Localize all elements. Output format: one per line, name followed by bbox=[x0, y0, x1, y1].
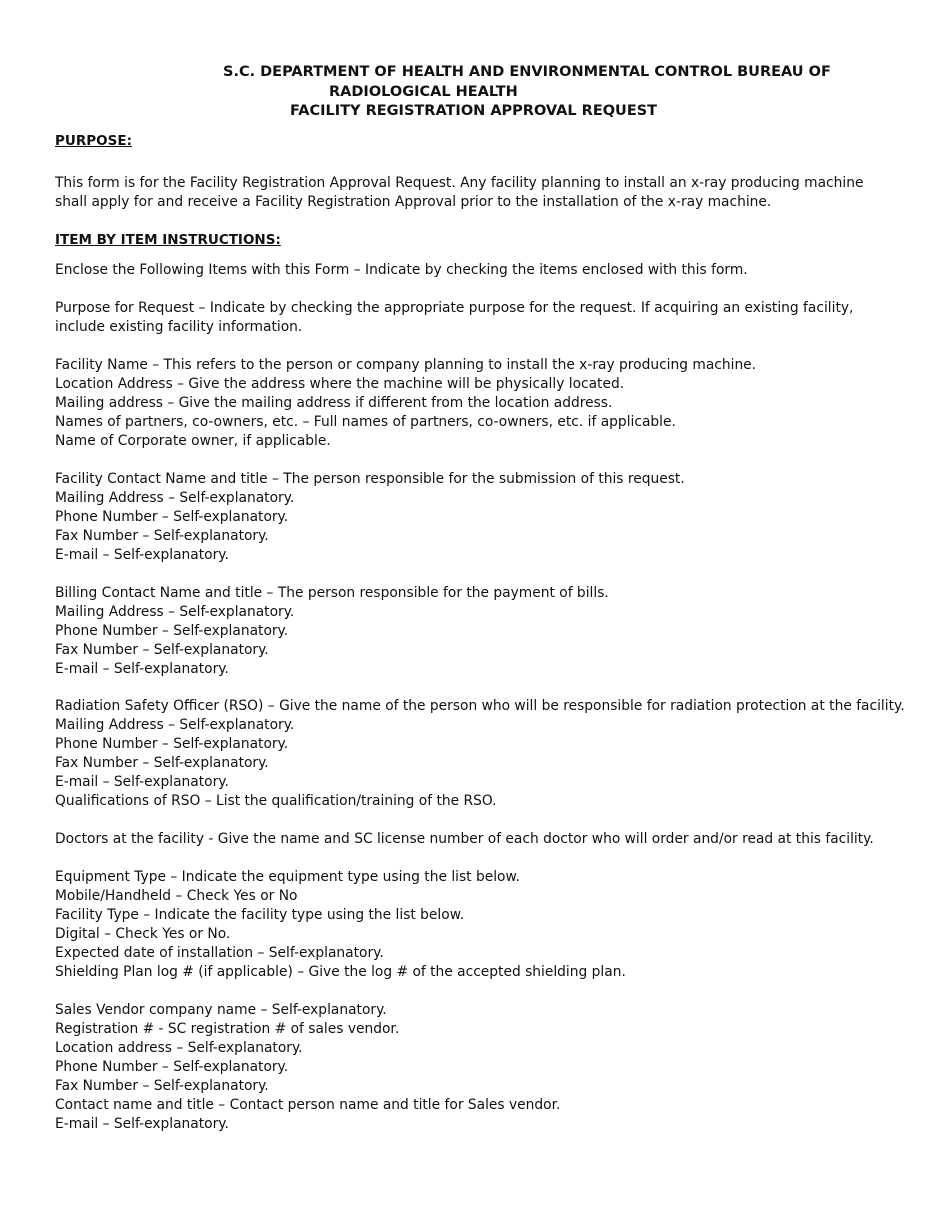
list-item: Digital – Check Yes or No. bbox=[55, 926, 231, 942]
list-item: Phone Number – Self-explanatory. bbox=[55, 623, 289, 639]
list-item: Phone Number – Self-explanatory. bbox=[55, 736, 289, 752]
list-item: Facility Type – Indicate the facility type using the list below. bbox=[55, 907, 465, 923]
equipment-instructions bbox=[55, 868, 626, 982]
header-line-2: RADIOLOGICAL HEALTH bbox=[329, 84, 518, 100]
list-item: Name of Corporate owner, if applicable. bbox=[55, 433, 331, 449]
list-item: Mailing Address – Self-explanatory. bbox=[55, 717, 295, 733]
instructions-heading: ITEM BY ITEM INSTRUCTIONS: bbox=[55, 232, 281, 248]
list-item: Mailing address – Give the mailing address if different from the location address. bbox=[55, 395, 613, 411]
purpose-request-instruction: Purpose for Request – Indicate by checking the appropriate purpose for the request. If acquiring an existing facility, include existing facility information. bbox=[55, 300, 854, 335]
list-item: Contact name and title – Contact person name and title for Sales vendor. bbox=[55, 1097, 561, 1113]
doctors-instructions bbox=[55, 830, 874, 849]
list-item: Facility Contact Name and title – The person responsible for the submission of this request. bbox=[55, 471, 685, 487]
list-item: Qualifications of RSO – List the qualification/training of the RSO. bbox=[55, 793, 497, 809]
list-item: Location Address – Give the address where the machine will be physically located. bbox=[55, 376, 625, 392]
purpose-text: This form is for the Facility Registration Approval Request. Any facility planning to install an x-ray producing machine shall apply for and receive a Facility Registration Approval prior to the installation of the x-ray machine. bbox=[55, 175, 864, 210]
list-item: Names of partners, co-owners, etc. – Full names of partners, co-owners, etc. if applicable. bbox=[55, 414, 676, 430]
billing-contact-instructions bbox=[55, 584, 609, 679]
vendor-instructions bbox=[55, 1001, 560, 1134]
list-item: Equipment Type – Indicate the equipment type using the list below. bbox=[55, 869, 520, 885]
list-item: Expected date of installation – Self-explanatory. bbox=[55, 945, 384, 961]
purpose-heading: PURPOSE: bbox=[55, 133, 132, 149]
list-item: Doctors at the facility - Give the name and SC license number of each doctor who will order and/or read at this facility. bbox=[55, 831, 874, 847]
list-item: Registration # - SC registration # of sales vendor. bbox=[55, 1021, 400, 1037]
list-item: Location address – Self-explanatory. bbox=[55, 1040, 303, 1056]
list-item: Facility Name – This refers to the person or company planning to install the x-ray producing machine. bbox=[55, 357, 757, 373]
list-item: Fax Number – Self-explanatory. bbox=[55, 642, 269, 658]
list-item: Fax Number – Self-explanatory. bbox=[55, 528, 269, 544]
list-item: E-mail – Self-explanatory. bbox=[55, 661, 229, 677]
list-item: Mailing Address – Self-explanatory. bbox=[55, 490, 295, 506]
list-item: Mobile/Handheld – Check Yes or No bbox=[55, 888, 298, 904]
list-item: E-mail – Self-explanatory. bbox=[55, 547, 229, 563]
list-item: Shielding Plan log # (if applicable) – Give the log # of the accepted shielding plan. bbox=[55, 964, 626, 980]
rso-instructions bbox=[55, 697, 905, 811]
list-item: Billing Contact Name and title – The person responsible for the payment of bills. bbox=[55, 585, 609, 601]
list-item: Radiation Safety Officer (RSO) – Give the name of the person who will be responsible for radiation protection at the facility. bbox=[55, 698, 905, 714]
list-item: Mailing Address – Self-explanatory. bbox=[55, 604, 295, 620]
facility-contact-instructions bbox=[55, 470, 685, 565]
list-item: E-mail – Self-explanatory. bbox=[55, 774, 229, 790]
form-title: FACILITY REGISTRATION APPROVAL REQUEST bbox=[290, 103, 658, 119]
list-item: Phone Number – Self-explanatory. bbox=[55, 1059, 289, 1075]
facility-instructions bbox=[55, 356, 756, 451]
list-item: Phone Number – Self-explanatory. bbox=[55, 509, 289, 525]
list-item: Fax Number – Self-explanatory. bbox=[55, 755, 269, 771]
list-item: E-mail – Self-explanatory. bbox=[55, 1116, 229, 1132]
list-item: Sales Vendor company name – Self-explanatory. bbox=[55, 1002, 387, 1018]
list-item: Fax Number – Self-explanatory. bbox=[55, 1078, 269, 1094]
header-line-1: S.C. DEPARTMENT OF HEALTH AND ENVIRONMENTAL CONTROL BUREAU OF bbox=[223, 64, 831, 80]
enclose-instruction: Enclose the Following Items with this Form – Indicate by checking the items enclosed with this form. bbox=[55, 262, 748, 278]
